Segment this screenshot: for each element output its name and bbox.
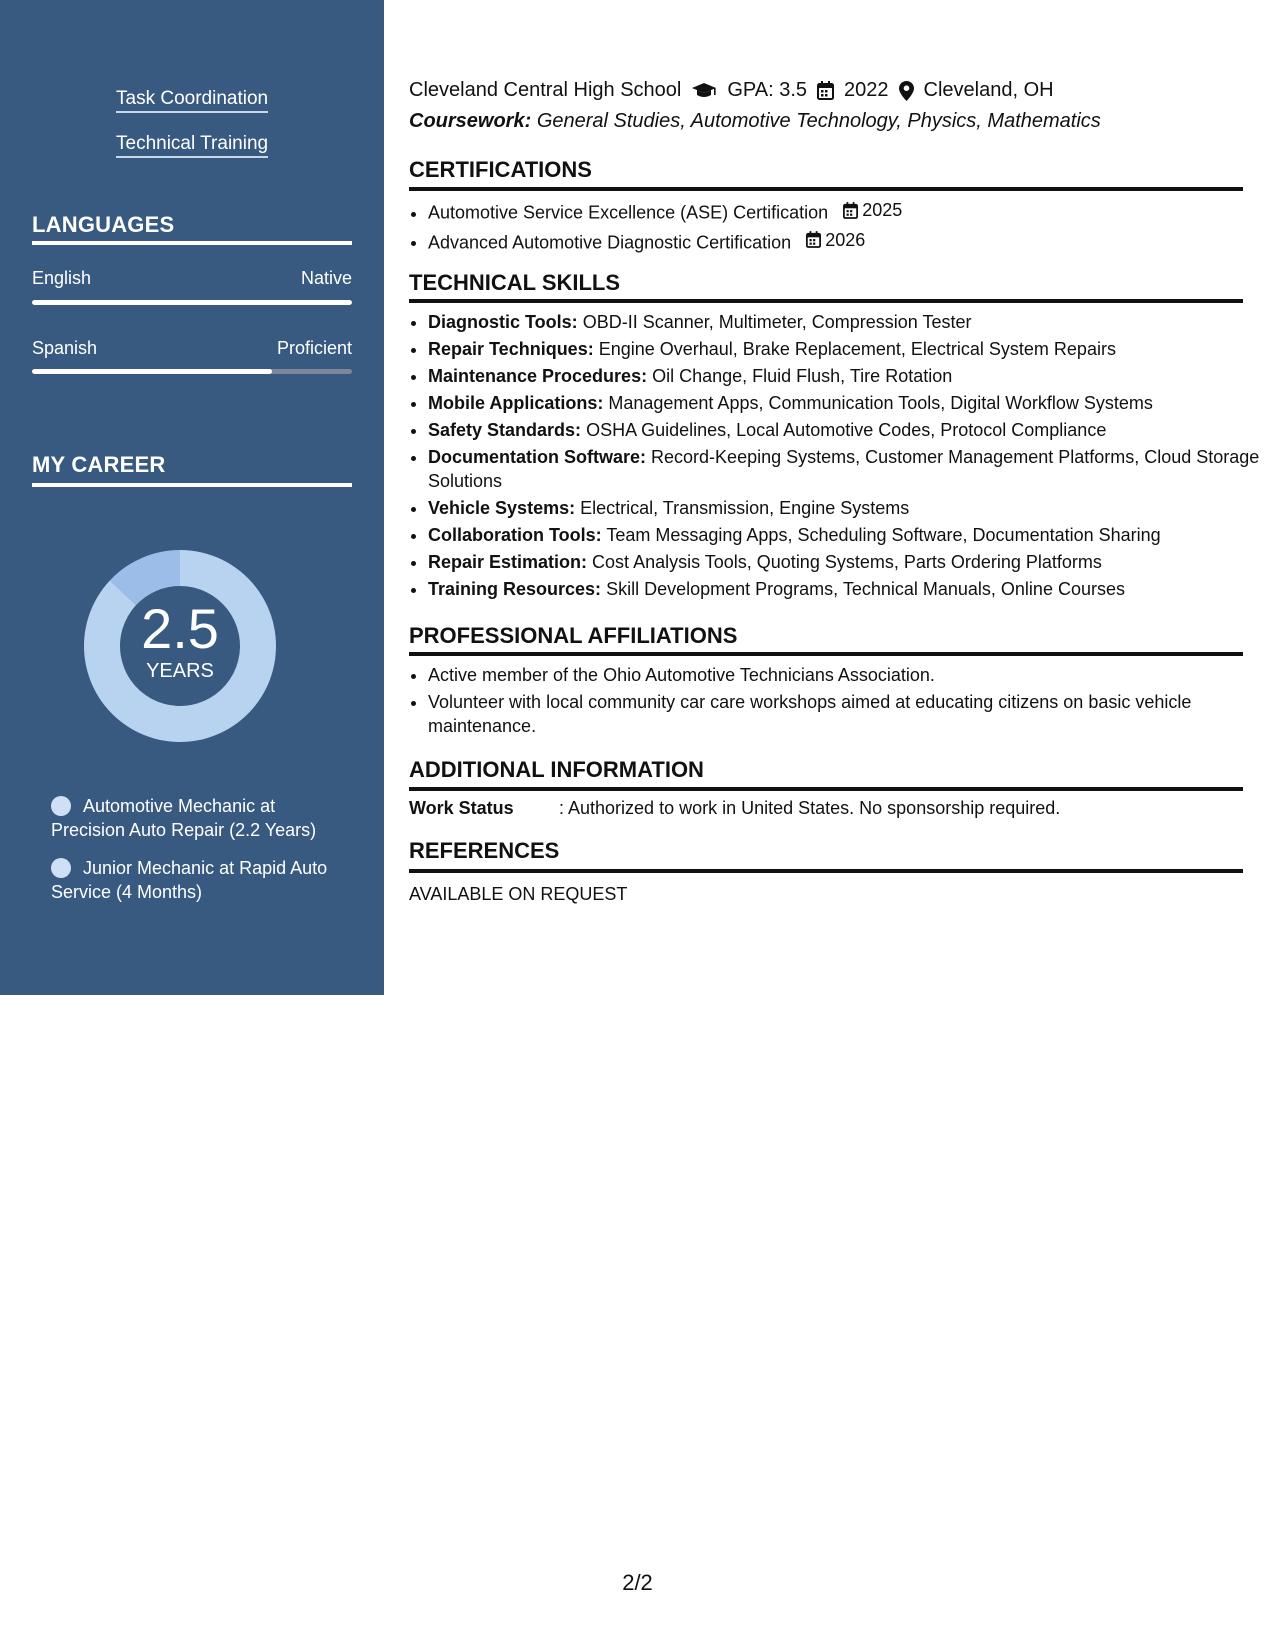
skill-item [428, 364, 1262, 388]
skill-text: Cost Analysis Tools, Quoting Systems, Parts Ordering Platforms [592, 552, 1102, 572]
skill-text: OBD-II Scanner, Multimeter, Compression Tester [582, 312, 972, 332]
skill-label: Mobile Applications: [428, 393, 604, 413]
skill-label: Training Resources: [428, 579, 602, 599]
language-bar-spanish [32, 369, 352, 374]
career-item [51, 856, 351, 904]
list-item [428, 198, 1262, 225]
certification-date [806, 228, 865, 252]
references-title: REFERENCES [409, 838, 560, 863]
technical-skills-divider [409, 299, 1243, 303]
work-status-label: Work Status [409, 798, 514, 818]
page-indicator: 2/2 [622, 1570, 653, 1595]
coursework-text: General Studies, Automotive Technology, Physics, Mathematics [536, 110, 1101, 132]
career-dot-icon [51, 796, 71, 816]
work-status [409, 798, 1060, 819]
skill-item [428, 496, 1262, 520]
certifications-list [409, 198, 1262, 257]
career-total-unit: YEARS [146, 660, 214, 682]
skill-label: Collaboration Tools: [428, 525, 602, 545]
skill-link-task-coordination[interactable]: Task Coordination [116, 88, 268, 113]
school-name: Cleveland Central High School [409, 79, 682, 101]
career-donut-center [66, 532, 294, 760]
skill-text: Electrical, Transmission, Engine Systems [580, 498, 910, 518]
career-item [51, 794, 351, 842]
graduation-cap-icon [691, 82, 717, 100]
language-row-english [32, 268, 352, 289]
skill-label: Safety Standards: [428, 420, 582, 440]
skill-text: Engine Overhaul, Brake Replacement, Electrical System Repairs [598, 339, 1116, 359]
skill-link-technical-training[interactable]: Technical Training [116, 133, 268, 158]
career-item-text: Junior Mechanic at Rapid Auto Service (4 Months) [51, 858, 328, 902]
sidebar [0, 0, 384, 995]
certification-date [843, 198, 902, 222]
career-donut-chart [66, 532, 294, 760]
skill-text: OSHA Guidelines, Local Automotive Codes, Protocol Compliance [586, 420, 1107, 440]
skill-label: Documentation Software: [428, 447, 647, 467]
graduation-year: 2022 [844, 79, 889, 101]
list-item [428, 228, 1262, 255]
coursework [409, 110, 1101, 133]
certification-name: Automotive Service Excellence (ASE) Certification [428, 202, 829, 223]
certification-name: Advanced Automotive Diagnostic Certification [428, 232, 792, 252]
language-bar-fill [32, 300, 352, 305]
language-name: English [32, 268, 92, 288]
skill-item [428, 337, 1262, 361]
additional-info-title: ADDITIONAL INFORMATION [409, 757, 704, 782]
additional-info-divider [409, 787, 1243, 791]
language-level: Proficient [276, 338, 352, 358]
career-dot-icon [51, 858, 71, 878]
skill-item [428, 550, 1262, 574]
affiliations-list [409, 663, 1262, 741]
skill-text: Skill Development Programs, Technical Manuals, Online Courses [606, 579, 1125, 599]
certification-year: 2026 [825, 229, 866, 250]
language-bar-fill [32, 369, 272, 374]
skill-text: Team Messaging Apps, Scheduling Software, Documentation Sharing [606, 525, 1161, 545]
career-divider [32, 483, 352, 487]
career-title: MY CAREER [32, 452, 166, 477]
certifications-title: CERTIFICATIONS [409, 157, 592, 182]
calendar-icon [806, 231, 821, 248]
career-item-text: Automotive Mechanic at Precision Auto Repair (2.2 Years) [51, 796, 317, 840]
calendar-icon [843, 202, 858, 219]
skill-text: Management Apps, Communication Tools, Digital Workflow Systems [608, 393, 1153, 413]
skill-item [428, 577, 1262, 601]
language-level: Native [300, 268, 352, 288]
language-bar-english [32, 300, 352, 305]
skill-item [428, 418, 1262, 442]
list-item: • Active member of the Ohio Automotive Technicians Association. [428, 663, 1262, 687]
language-row-spanish [32, 338, 352, 359]
certifications-divider [409, 187, 1243, 191]
skill-text: Record-Keeping Systems, Customer Management Platforms, Cloud Storage Solutions [428, 447, 1260, 491]
affiliations-divider [409, 652, 1243, 656]
language-name: Spanish [32, 338, 98, 358]
skill-item [428, 310, 1262, 334]
career-total-value: 2.5 [141, 597, 219, 660]
languages-title: LANGUAGES [32, 212, 175, 237]
technical-skills-title: TECHNICAL SKILLS [409, 270, 621, 295]
skill-label: Vehicle Systems: [428, 498, 576, 518]
certification-year: 2025 [862, 200, 903, 220]
affiliations-title: PROFESSIONAL AFFILIATIONS [409, 623, 738, 648]
skill-label: Repair Estimation: [428, 552, 588, 572]
references-divider [409, 869, 1243, 873]
coursework-label: Coursework: [409, 110, 532, 132]
technical-skills-list [409, 310, 1262, 604]
skill-label: Repair Techniques: [428, 339, 594, 359]
calendar-icon [817, 81, 834, 100]
school-location: Cleveland, OH [923, 79, 1054, 101]
skill-item [428, 391, 1262, 415]
languages-divider [32, 241, 352, 245]
gpa: GPA: 3.5 [727, 79, 808, 101]
list-item: • Volunteer with local community car care workshops aimed at educating citizens on basic vehicle maintenance. [428, 690, 1262, 738]
skill-item [428, 523, 1262, 547]
work-status-value: : Authorized to work in United States. No sponsorship required. [559, 798, 1061, 818]
skill-text: Oil Change, Fluid Flush, Tire Rotation [652, 366, 953, 386]
location-pin-icon [899, 81, 914, 101]
skill-item [428, 445, 1262, 493]
education-line [409, 79, 1054, 102]
references-text: AVAILABLE ON REQUEST [409, 884, 628, 904]
skill-label: Diagnostic Tools: [428, 312, 578, 332]
skill-label: Maintenance Procedures: [428, 366, 648, 386]
